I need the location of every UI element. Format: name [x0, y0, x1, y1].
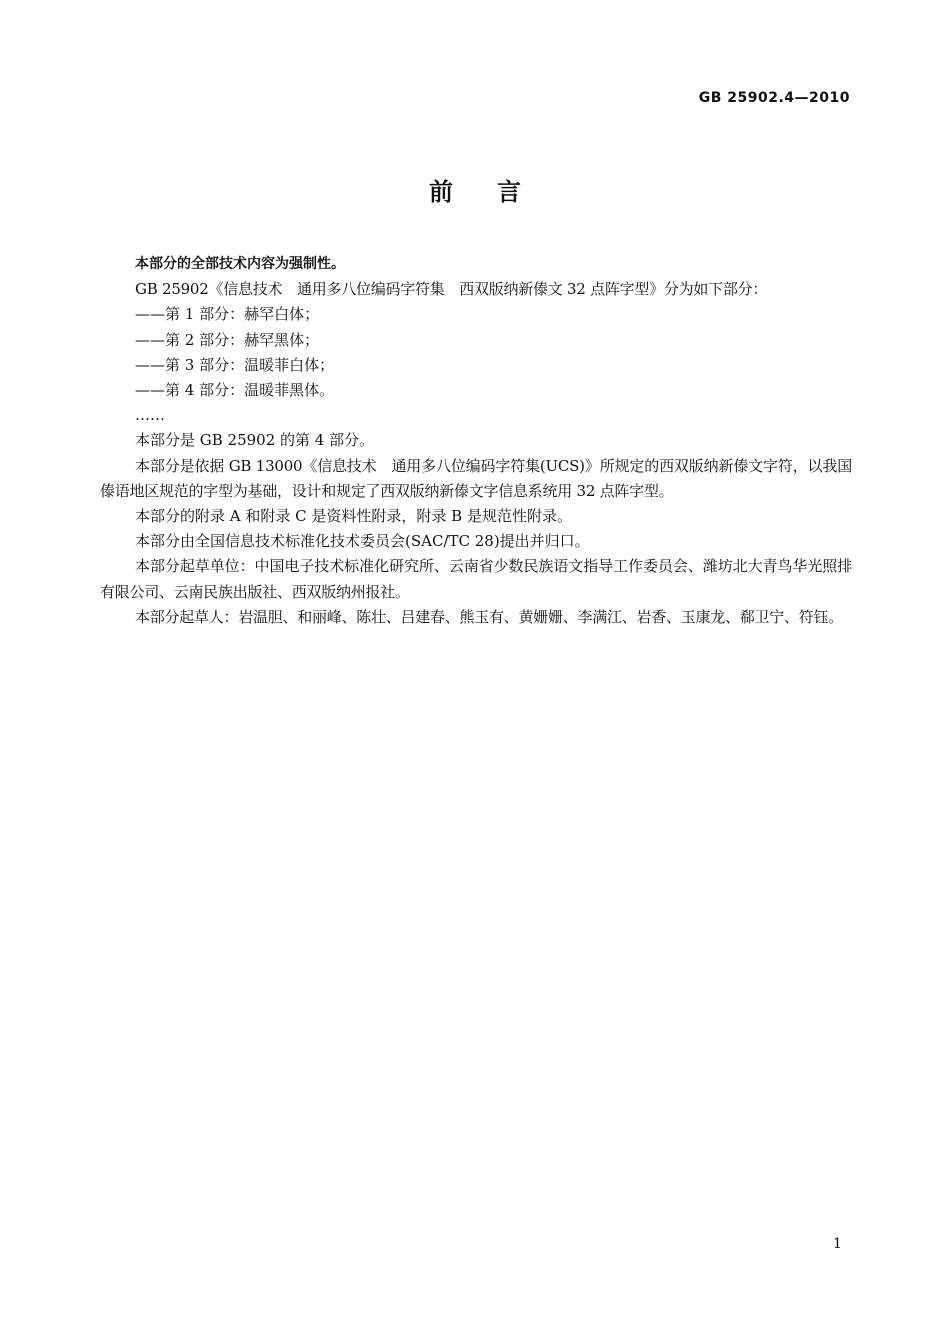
list-item: ——第 4 部分：温暖菲黑体。: [135, 381, 335, 400]
preface-body: [100, 252, 852, 630]
list-item: ——第 1 部分：赫罕白体；: [135, 305, 320, 324]
page-title: 前言: [429, 178, 565, 206]
paragraph-basis: 本部分是依据 GB 13000《信息技术 通用多八位编码字符集(UCS)》所规定的西双版纳新傣文字符，以我国傣语地区规范的字型为基础，设计和规定了西双版纳新傣文字信息系统用 32 点阵字型。: [100, 456, 852, 500]
list-item: ……: [135, 406, 165, 425]
paragraph-parts-intro: GB 25902《信息技术 通用多八位编码字符集 西双版纳新傣文 32 点阵字型》分为如下部分：: [135, 280, 768, 299]
paragraph-drafters: 本部分起草人：岩温胆、和丽峰、陈壮、吕建春、熊玉有、黄姗姗、李满江、岩香、玉康龙、郗卫宁、符钰。: [135, 607, 844, 626]
paragraph-proposer: 本部分由全国信息技术标准化技术委员会(SAC/TC 28)提出并归口。: [135, 532, 590, 551]
document-id: GB 25902.4—2010: [698, 90, 850, 106]
list-item: ——第 3 部分：温暖菲白体；: [135, 355, 335, 374]
parts-list: [100, 302, 852, 428]
list-item: ——第 2 部分：赫罕黑体；: [135, 330, 320, 349]
paragraph-drafting-units: 本部分起草单位：中国电子技术标准化研究所、云南省少数民族语文指导工作委员会、潍坊北大青鸟华光照排有限公司、云南民族出版社、西双版纳州报社。: [100, 557, 852, 601]
page-number: 1: [833, 1236, 842, 1252]
paragraph-mandatory: 本部分的全部技术内容为强制性。: [135, 256, 345, 272]
paragraph-part-number: 本部分是 GB 25902 的第 4 部分。: [135, 431, 375, 450]
paragraph-annexes: 本部分的附录 A 和附录 C 是资料性附录，附录 B 是规范性附录。: [135, 507, 572, 526]
